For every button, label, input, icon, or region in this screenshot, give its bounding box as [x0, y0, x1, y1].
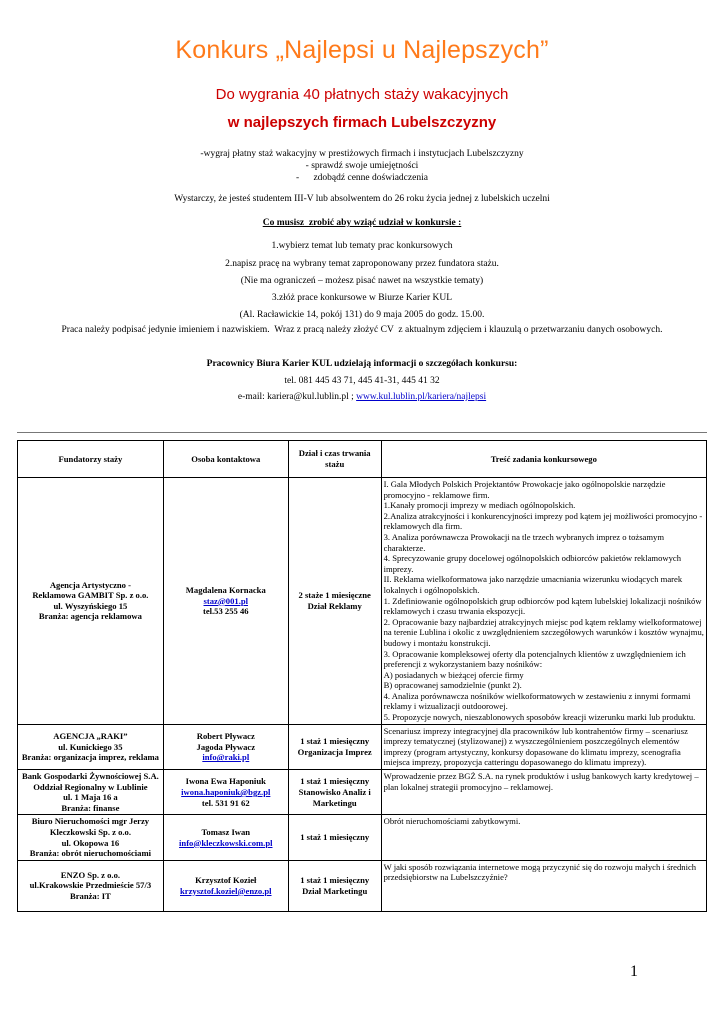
table-header-row — [18, 441, 707, 478]
fundator-line: AGENCJA „RAKI” — [53, 730, 128, 741]
table-row — [18, 770, 707, 815]
intro-line-1: -wygraj płatny staż wakacyjny w prestiżowych firmach i instytucjach Lubelszczyzny — [200, 149, 524, 159]
table-row — [18, 860, 707, 911]
task-cell — [381, 815, 706, 860]
duration-cell — [288, 860, 381, 911]
fundator-line: Branża: finanse — [61, 802, 120, 813]
contact-cell — [163, 478, 288, 725]
fundator-line: Biuro Nieruchomości mgr Jerzy Kleczkowski Sp. z o.o. — [31, 816, 150, 837]
step-note: (Nie ma ograniczeń – możesz pisać nawet na wszystkie tematy) — [240, 276, 484, 286]
task-line: A) posiadanych w bieżącej ofercie firmy — [383, 669, 524, 680]
fundator-line: ul. Okopowa 16 — [61, 837, 120, 848]
fundator-line: ul. Kunickiego 35 — [58, 741, 123, 752]
task-line: W jaki sposób rozwiązania internetowe mogą przyczynić się do rozwoju małych i średnich przedsiębiorstw na Lubelszczyźnie? — [383, 861, 697, 883]
task-line: II. Reklama wielkoformatowa jako narzędzie umacniania wizerunku wiodących marek lokalnych i ogólnopolskich. — [383, 574, 683, 595]
subtitle-firms: w najlepszych firmach Lubelszczyzny — [227, 114, 497, 131]
contact-heading: Pracownicy Biura Karier KUL udzielają informacji o szczegółach konkursu: — [206, 359, 518, 369]
task-line: Wprowadzenie przez BGŻ S.A. na rynek produktów i usług bankowych karty kredytowej – plan lokalnej strategii promocyjno – reklamowej. — [383, 771, 699, 792]
fundator-line: Agencja Artystyczno - — [49, 579, 131, 590]
department-line: Stanowisko Analiz i Marketingu — [298, 786, 371, 808]
contact-name: Robert Pływacz — [196, 730, 255, 741]
fundator-line: ENZO Sp. z o.o. — [60, 869, 121, 880]
page-title: Konkurs „Najlepsi u Najlepszych” — [175, 36, 549, 64]
contact-email: e-mail: kariera@kul.lublin.pl ; — [237, 392, 357, 402]
intro-line-2: - sprawdź swoje umiejętności — [305, 161, 419, 171]
task-line: 4. Analiza porównawcza nośników wielkoformatowych w zestawieniu z innymi formami reklamy i wizualizacji outdoorowej. — [383, 690, 691, 712]
task-line: 5. Propozycje nowych, nieszablonowych sposobów kreacji wizerunku marki lub produktu. — [383, 712, 696, 723]
subtitle-prizes: Do wygrania 40 płatnych staży wakacyjnych — [215, 86, 509, 103]
intro-line-3: - zdobądź cenne doświadczenia — [296, 173, 428, 183]
task-cell — [381, 860, 706, 911]
fundator-line: Reklamowa GAMBIT Sp. z o.o. — [32, 590, 149, 601]
contact-cell — [163, 860, 288, 911]
eligibility-text: Wystarczy, że jesteś studentem III-V lub absolwentem do 26 roku życia jednej z lubelskich uczelni — [174, 194, 550, 204]
task-line: 1.Kanały promocji imprezy w mediach ogólnopolskich. — [383, 500, 576, 511]
task-line: 3. Opracowanie kompleksowej oferty dla potencjalnych klientów z uwzględnieniem ich preferencji z wykorzystaniem bazy nośników: — [383, 648, 686, 670]
task-line: Obrót nieruchomościami zabytkowymi. — [383, 816, 521, 827]
header-duration: Dział i czas trwania stażu — [288, 441, 381, 478]
signing-note: Praca należy podpisać jedynie imieniem i nazwiskiem. Wraz z pracą należy złożyć CV z aktualnym zdjęciem i klauzulą o przetwarzaniu danych osobowych. — [61, 325, 663, 335]
contact-cell — [163, 724, 288, 769]
task-cell — [381, 478, 706, 725]
task-line: Scenariusz imprezy integracyjnej dla pracowników lub kontrahentów firmy – scenariusz imprezy tematycznej (stylizowanej) z wyszczególnieniem poszczególnych elementów imprezy (program artystyczny, konkursy dopasowane do klimatu imprezy, scenografia miejsca imprezy, propozycja catteringu dopasowanego do klimatu imprezy). — [383, 725, 688, 768]
contact-phone-number: tel.53 255 46 — [202, 606, 249, 617]
task-line: I. Gala Młodych Polskich Projektantów Prowokacje jako ogólnopolskie narzędzie promocyjno - reklamowe firm. — [383, 479, 666, 500]
duration-cell — [288, 815, 381, 860]
fundator-cell — [18, 724, 164, 769]
contact-name: Magdalena Kornacka — [185, 584, 266, 595]
header-fundator: Fundatorzy staży — [18, 441, 164, 478]
contact-email-link[interactable]: krzysztof.koziel@enzo.pl — [180, 885, 272, 896]
fundator-cell — [18, 770, 164, 815]
fundator-line: Branża: obrót nieruchomościami — [29, 848, 152, 859]
contest-link[interactable]: www.kul.lublin.pl/kariera/najlepsi — [356, 392, 487, 402]
fundator-line: Oddział Regionalny w Lublinie — [33, 781, 148, 792]
contact-name: Tomasz Iwan — [201, 827, 251, 837]
contact-phone: tel. 081 445 43 71, 445 41-31, 445 41 32 — [284, 376, 440, 386]
duration-cell — [288, 770, 381, 815]
table-row — [18, 478, 707, 725]
duration-line: 2 staże 1 miesięczne — [298, 590, 371, 601]
duration-line: 1 staż 1 miesięczny — [300, 875, 370, 886]
task-line: 3. Analiza porównawcza Prowokacji na tle trzech wybranych imprez o tożsamym charakterze. — [383, 531, 665, 553]
table-row — [18, 815, 707, 860]
task-line: 2. Opracowanie bazy najbardziej atrakcyjnych miejsc pod kątem reklamy wielkoformatowej na terenie Lublina i okolic z uwzględnieniem szczegółowych warunków i kosztów wynajmu, budowy i montażu konstrukcji. — [383, 616, 704, 648]
contact-name: Iwona Ewa Haponiuk — [185, 776, 266, 787]
task-line: 1. Zdefiniowanie ogólnopolskich grup odbiorców pod kątem lubelskiej lokalizacji nośników reklamowych i czasu trwania ekspozycji. — [383, 595, 702, 617]
department-line: Dział Marketingu — [302, 885, 368, 896]
task-cell — [381, 724, 706, 769]
contact-phone-number: tel. 531 91 62 — [201, 797, 250, 808]
contact-name: Jagoda Pływacz — [196, 741, 256, 752]
fundator-line: Branża: organizacja imprez, reklama — [21, 752, 159, 763]
fundator-line: ul. Wyszyńskiego 15 — [53, 600, 128, 611]
task-cell — [381, 770, 706, 815]
task-line: B) opracowanej samodzielnie (punkt 2). — [383, 680, 522, 691]
header-task: Treść zadania konkursowego — [381, 441, 706, 478]
header-contact: Osoba kontaktowa — [163, 441, 288, 478]
duration-line: 1 staż 1 miesięczny — [300, 832, 370, 843]
fundator-cell — [18, 815, 164, 860]
step-2: 2.napisz pracę na wybrany temat zaproponowany przez fundatora stażu. — [225, 259, 499, 269]
contact-name: Krzysztof Kozieł — [195, 875, 257, 886]
sponsors-table — [17, 440, 707, 912]
step-address: (Al. Racławickie 14, pokój 131) do 9 maja 2005 do godz. 15.00. — [239, 310, 485, 320]
duration-line: 1 staż 1 miesięczny — [300, 736, 370, 747]
contact-email-link[interactable]: iwona.haponiuk@bgz.pl — [181, 786, 271, 797]
department-line: Organizacja Imprez — [297, 746, 372, 757]
contact-cell — [163, 770, 288, 815]
steps-heading: Co musisz zrobić aby wziąć udział w konkursie : — [262, 218, 462, 228]
contact-email-line — [0, 391, 724, 403]
page-number: 1 — [630, 963, 638, 980]
task-line: 4. Sprecyzowanie grupy docelowej ogólnopolskich odbiorców pakietów reklamowych imprezy. — [383, 553, 681, 574]
fundator-line: Branża: IT — [69, 891, 111, 902]
fundator-line: Branża: agencja reklamowa — [38, 611, 142, 622]
fundator-line: ul.Krakowskie Przedmieście 57/3 — [29, 880, 152, 891]
duration-cell — [288, 724, 381, 769]
step-3: 3.złóż prace konkursowe w Biurze Karier KUL — [271, 293, 453, 303]
duration-cell — [288, 478, 381, 725]
contact-email-link[interactable]: info@kleczkowski.com.pl — [179, 837, 273, 848]
department-line: Dział Reklamy — [307, 600, 362, 611]
contact-email-link[interactable]: staz@001.pl — [203, 595, 249, 606]
fundator-cell — [18, 478, 164, 725]
fundator-line: ul. 1 Maja 16 a — [63, 792, 118, 803]
separator-line — [17, 432, 707, 433]
duration-line: 1 staż 1 miesięczny — [300, 776, 370, 787]
step-1: 1.wybierz temat lub tematy prac konkursowych — [271, 241, 453, 251]
contact-cell — [163, 815, 288, 860]
contact-email-link[interactable]: info@raki.pl — [202, 752, 250, 763]
fundator-cell — [18, 860, 164, 911]
fundator-line: Bank Gospodarki Żywnościowej S.A. — [22, 771, 159, 782]
task-line: 2.Analiza atrakcyjności i konkurencyjności imprezy pod kątem jej możliwości promocyjno - reklamowych dla firm. — [383, 510, 703, 532]
table-row — [18, 724, 707, 769]
